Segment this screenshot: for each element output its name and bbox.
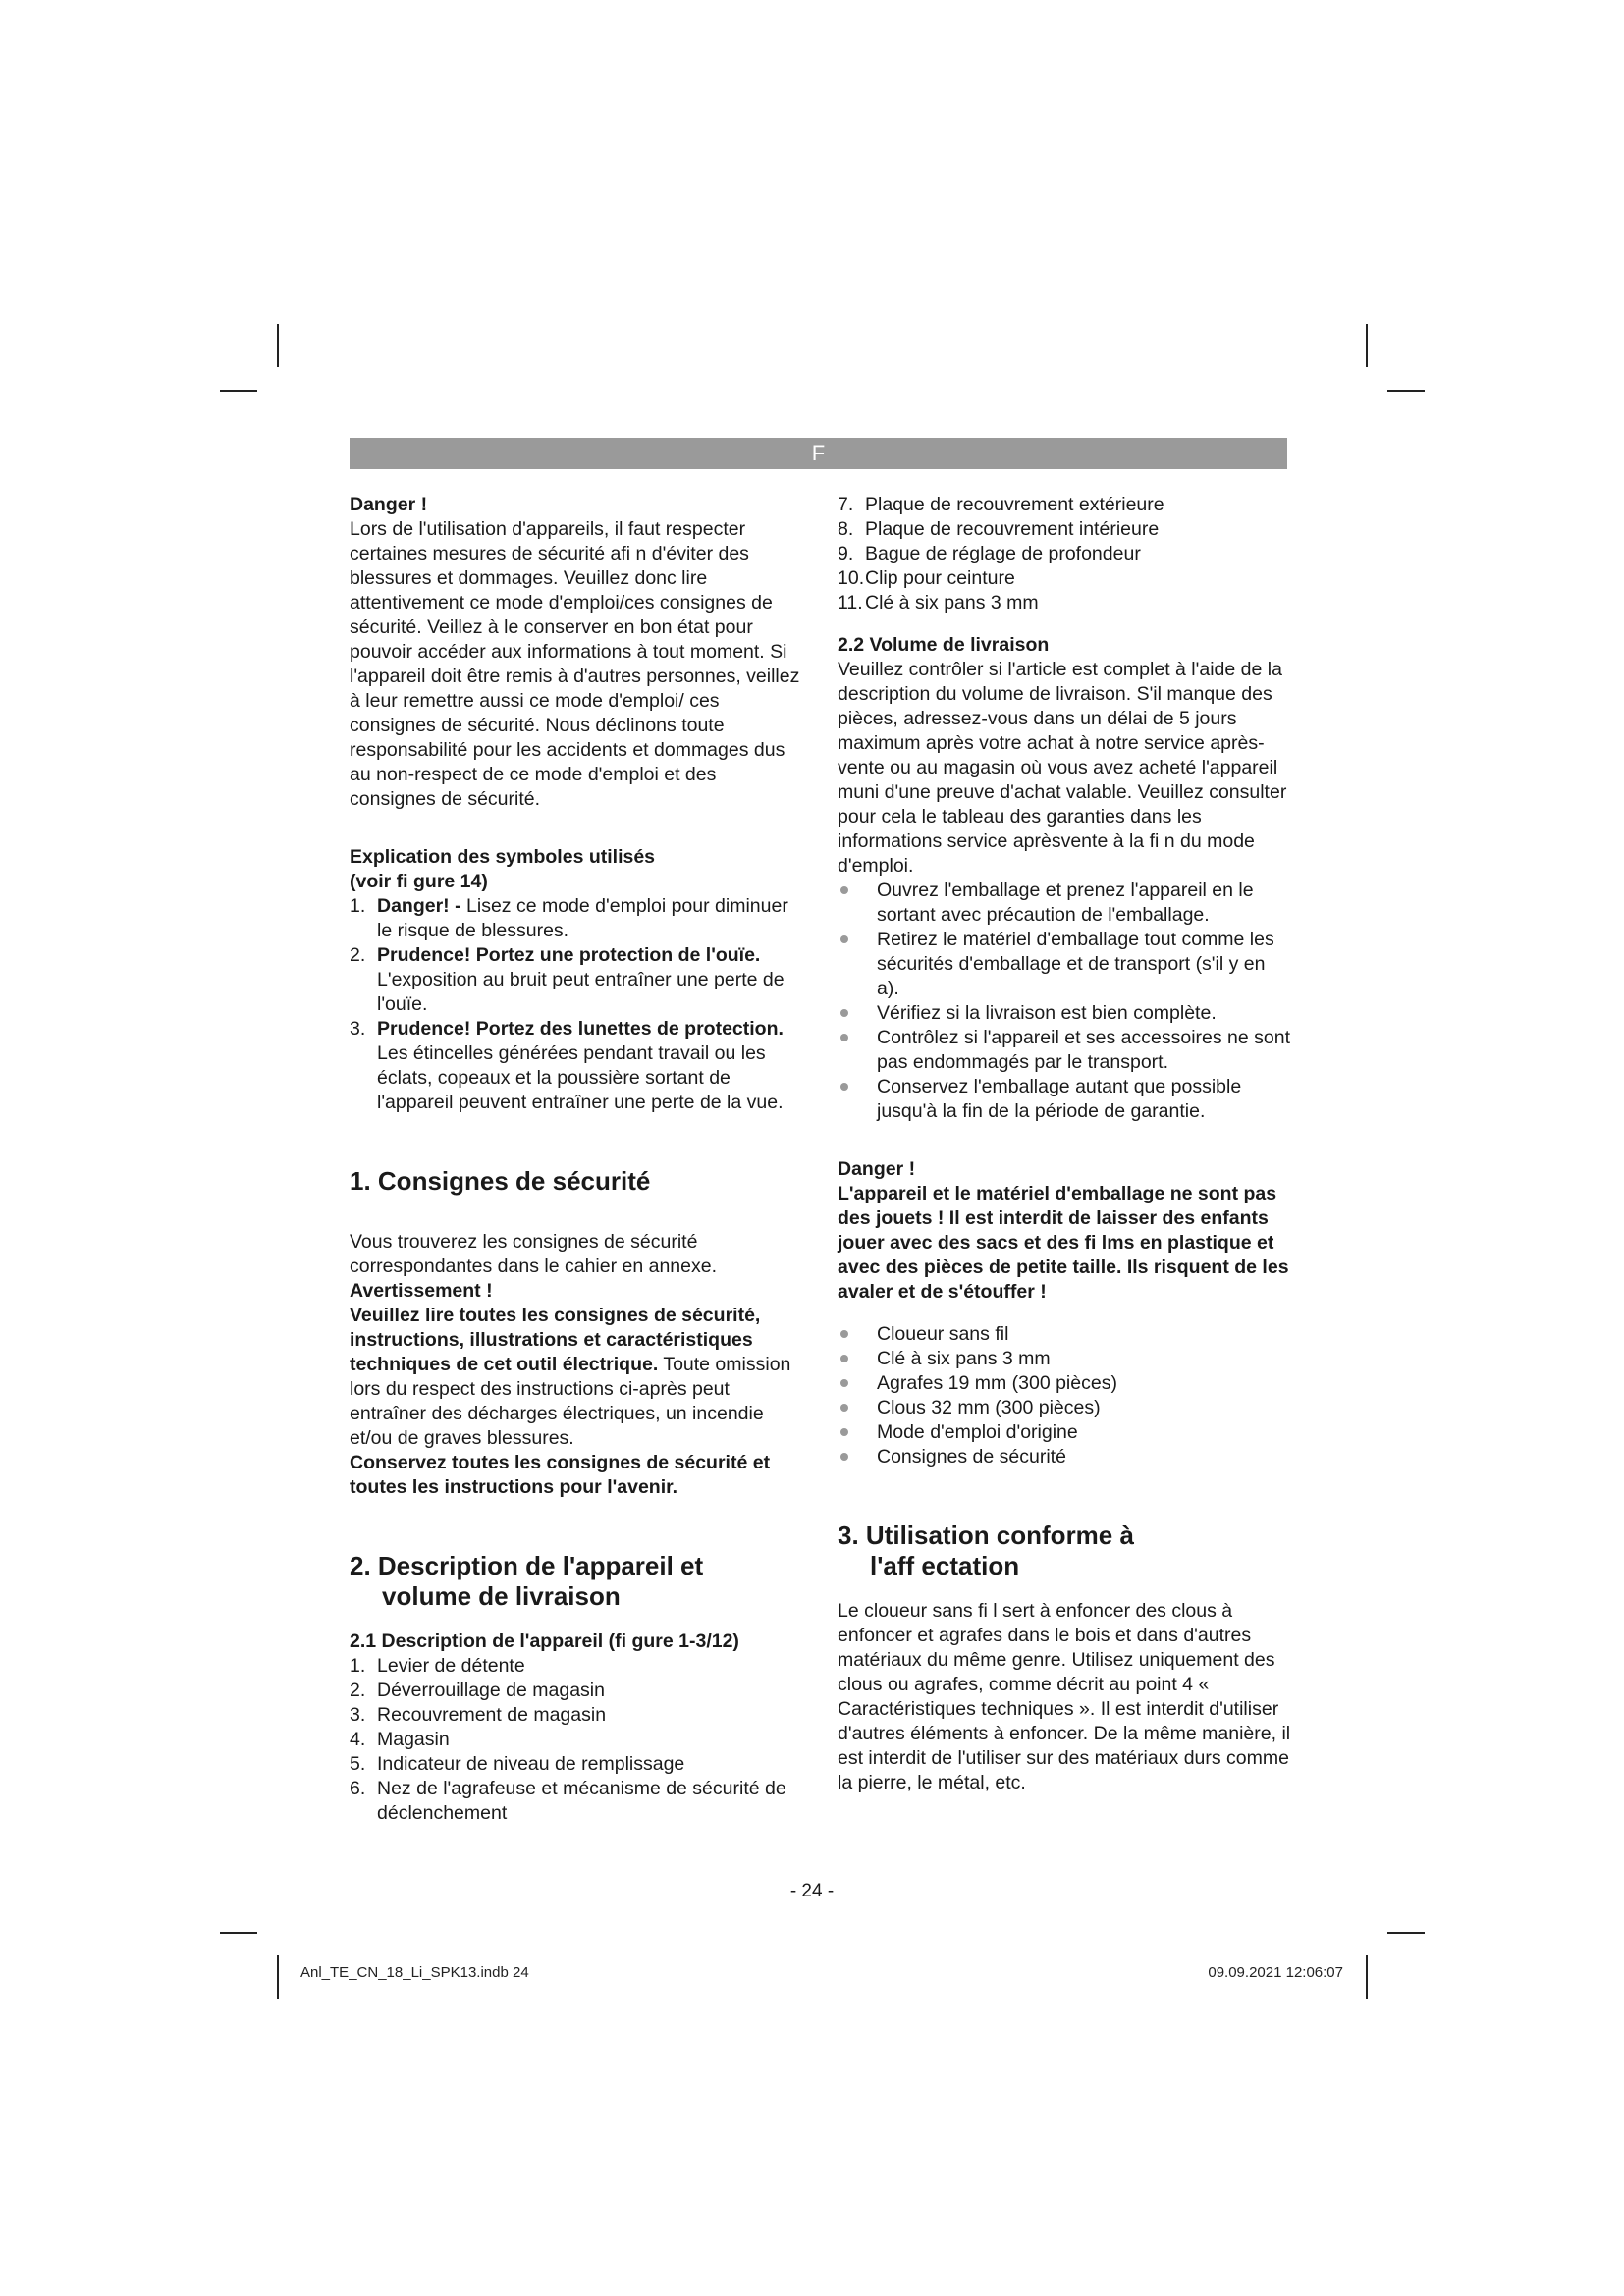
list-item: Conservez l'emballage autant que possible jusqu'à la fin de la période de garantie. <box>838 1075 1291 1124</box>
list-item: 11. Clé à six pans 3 mm <box>838 592 1039 614</box>
list-item: Cloueur sans fil <box>838 1322 1291 1347</box>
right-column <box>838 493 1291 1795</box>
danger-title: Danger ! <box>838 1158 916 1180</box>
bullet-icon <box>840 886 848 894</box>
list-item: 2. Prudence! Portez une protection de l'ouïe. L'exposition au bruit peut entraîner une perte de l'ouïe. <box>350 944 785 1015</box>
list-item: Vérifiez si la livraison est bien complète. <box>838 1001 1291 1026</box>
list-item: 9. Bague de réglage de profondeur <box>838 543 1141 564</box>
list-item: Clé à six pans 3 mm <box>838 1347 1291 1371</box>
list-item: Contrôlez si l'appareil et ses accessoires ne sont pas endommagés par le transport. <box>838 1026 1291 1075</box>
section-1-heading: 1. Consignes de sécurité <box>350 1166 651 1196</box>
delivery-contents-list <box>838 1322 1291 1469</box>
subsection-2-2-title: 2.2 Volume de livraison <box>838 634 1050 656</box>
section-1-text: Vous trouverez les consignes de sécurité correspondantes dans le cahier en annexe. <box>350 1231 718 1277</box>
list-item: 7. Plaque de recouvrement extérieure <box>838 494 1164 515</box>
parts-list-continued <box>838 493 1291 615</box>
list-item: 4. Magasin <box>350 1729 450 1750</box>
danger-text: L'appareil et le matériel d'emballage ne sont pas des jouets ! Il est interdit de laisser des enfants jouer avec des sacs et des fi lms en plastique et avec des pièces de petite taille. Ils risquent de les avaler et de s'étouffer ! <box>838 1183 1289 1303</box>
parts-list <box>350 1654 803 1826</box>
list-item: 10. Clip pour ceinture <box>838 567 1015 589</box>
list-item: 6. Nez de l'agrafeuse et mécanisme de sécurité de déclenchement <box>350 1778 786 1824</box>
danger-title: Danger ! <box>350 494 428 515</box>
list-item: 5. Indicateur de niveau de remplissage <box>350 1753 685 1775</box>
bullet-icon <box>840 1379 848 1387</box>
symbols-subtitle: (voir fi gure 14) <box>350 871 488 892</box>
section-3-text: Le cloueur sans fi l sert à enfoncer des clous à enfoncer et agrafes dans le bois et dans d'autres matériaux du même genre. Utilisez uniquement des clous ou agrafes, comme décrit au point 4 « Caractéristiques techniques ». Il est interdit d'utiliser d'autres éléments à enfoncer. De la même manière, il est interdit de l'utiliser sur des matériaux durs comme la pierre, le métal, etc. <box>838 1600 1291 1793</box>
section-3-heading: 3. Utilisation conforme à l'aff ectation <box>838 1521 1134 1580</box>
list-item: 2. Déverrouillage de magasin <box>350 1680 605 1701</box>
crop-mark <box>1366 1955 1368 1999</box>
symbols-list <box>350 894 803 1115</box>
footer-file-name: Anl_TE_CN_18_Li_SPK13.indb 24 <box>300 1964 529 1981</box>
section-2-heading: 2. Description de l'appareil et volume de livraison <box>350 1551 704 1611</box>
bullet-icon <box>840 1009 848 1017</box>
warning-text: Veuillez lire toutes les consignes de sécurité, instructions, illustrations et caractéristiques techniques de cet outil électrique. Toute omission lors du respect des instructions ci-après peut entraîner des décharges électriques, un incendie et/ou de graves blessures. <box>350 1305 791 1449</box>
list-item: 8. Plaque de recouvrement intérieure <box>838 518 1160 540</box>
bullet-icon <box>840 1330 848 1338</box>
list-item: Ouvrez l'emballage et prenez l'appareil en le sortant avec précaution de l'emballage. <box>838 879 1291 928</box>
list-item: 1. Levier de détente <box>350 1655 525 1677</box>
crop-mark <box>1387 390 1425 392</box>
crop-mark <box>277 1955 279 1999</box>
keep-instructions-text: Conservez toutes les consignes de sécurité et toutes les instructions pour l'avenir. <box>350 1452 771 1498</box>
subsection-2-2-text: Veuillez contrôler si l'article est complet à l'aide de la description du volume de livraison. S'il manque des pièces, adressez-vous dans un délai de 5 jours maximum après votre achat à notre service après-vente ou au magasin où vous avez acheté l'appareil muni d'une preuve d'achat valable. Veuillez consulter pour cela le tableau des garanties dans les informations service aprèsvente à la fi n du mode d'emploi. <box>838 659 1287 877</box>
bullet-icon <box>840 1428 848 1436</box>
list-item: 3. Recouvrement de magasin <box>350 1704 607 1726</box>
bullet-icon <box>840 1404 848 1412</box>
list-item: Clous 32 mm (300 pièces) <box>838 1396 1291 1420</box>
footer-timestamp: 09.09.2021 12:06:07 <box>1208 1964 1343 1981</box>
subsection-2-1-title: 2.1 Description de l'appareil (fi gure 1-3/12) <box>350 1630 739 1652</box>
page-number: - 24 - <box>789 1881 835 1901</box>
list-item: Consignes de sécurité <box>838 1445 1291 1469</box>
list-item: Retirez le matériel d'emballage tout comme les sécurités d'emballage et de transport (s'il y en a). <box>838 928 1291 1001</box>
crop-mark <box>1387 1932 1425 1934</box>
list-item: 1. Danger! - Lisez ce mode d'emploi pour diminuer le risque de blessures. <box>350 895 788 941</box>
unpacking-steps-list <box>838 879 1291 1124</box>
crop-mark <box>220 1932 257 1934</box>
bullet-icon <box>840 1453 848 1461</box>
left-column <box>350 493 803 1826</box>
crop-mark <box>277 324 279 367</box>
symbols-title: Explication des symboles utilisés <box>350 846 656 868</box>
warning-title: Avertissement ! <box>350 1280 493 1302</box>
bullet-icon <box>840 1034 848 1041</box>
list-item: 3. Prudence! Portez des lunettes de protection. Les étincelles générées pendant travail ou les éclats, copeaux et la poussière sortant de l'appareil peuvent entraîner une perte de la vue. <box>350 1018 784 1113</box>
crop-mark <box>220 390 257 392</box>
danger-text: Lors de l'utilisation d'appareils, il faut respecter certaines mesures de sécurité afi n d'éviter des blessures et dommages. Veuillez donc lire attentivement ce mode d'emploi/ces consignes de sécurité. Veillez à le conserver en bon état pour pouvoir accéder aux informations à tout moment. Si l'appareil doit être remis à d'autres personnes, veillez à leur remettre aussi ce mode d'emploi/ ces consignes de sécurité. Nous déclinons toute responsabilité pour les accidents et dommages dus au non-respect de ce mode d'emploi et des consignes de sécurité. <box>350 518 800 810</box>
list-item: Agrafes 19 mm (300 pièces) <box>838 1371 1291 1396</box>
crop-mark <box>1366 324 1368 367</box>
bullet-icon <box>840 1355 848 1362</box>
list-item: Mode d'emploi d'origine <box>838 1420 1291 1445</box>
bullet-icon <box>840 935 848 943</box>
bullet-icon <box>840 1083 848 1091</box>
language-banner: F <box>350 438 1287 469</box>
